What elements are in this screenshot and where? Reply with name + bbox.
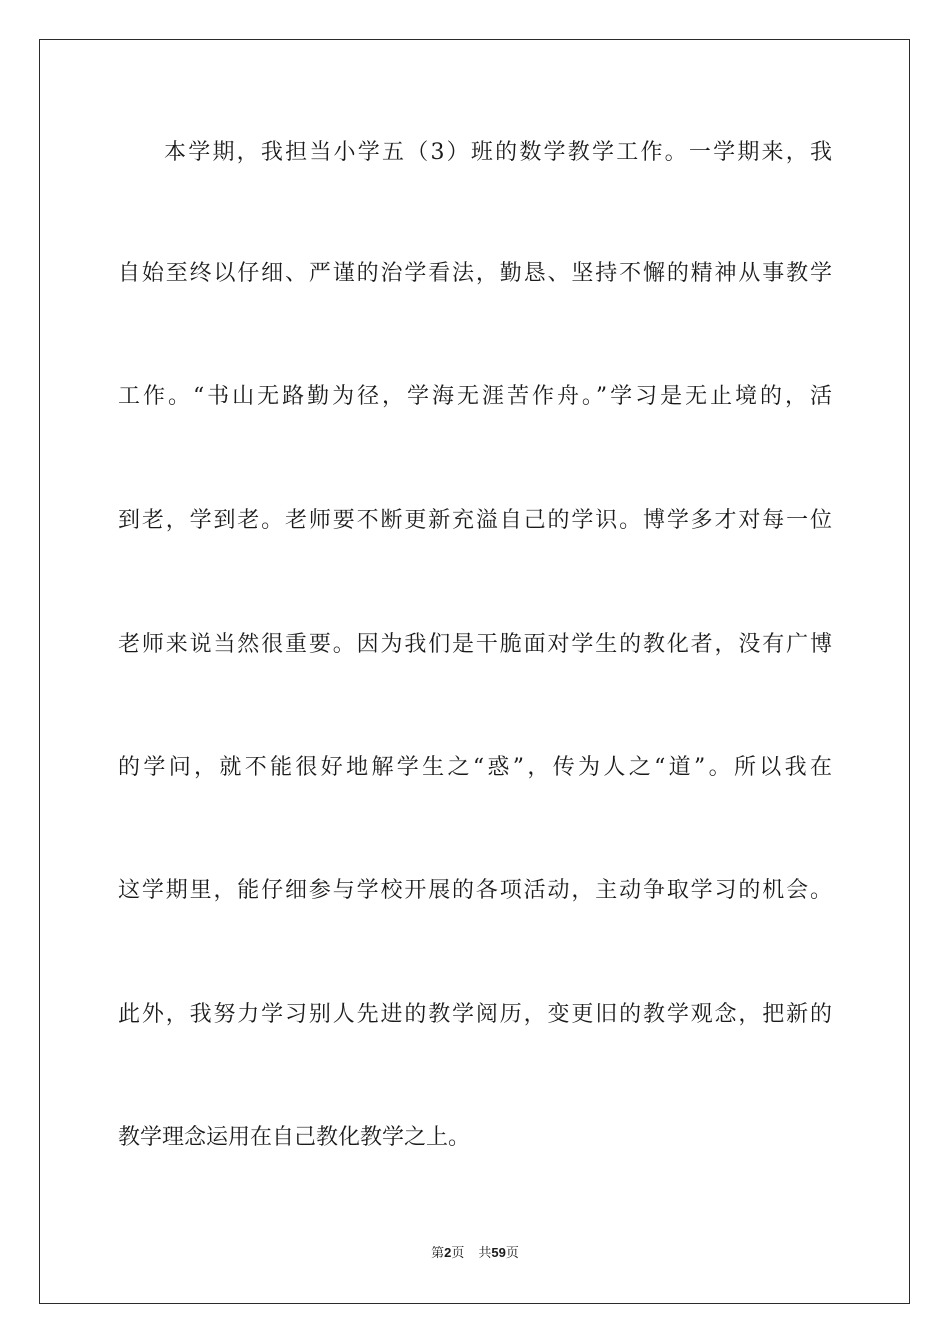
paragraph-line: 教学理念运用在自己教化教学之上。 (118, 1125, 471, 1150)
page-prefix: 第 (431, 1246, 445, 1261)
paragraph-line: 此外，我努力学习别人先进的教学阅历，变更旧的教学观念，把新的 (118, 1002, 832, 1027)
paragraph-line: 本学期，我担当小学五（3）班的数学教学工作。一学期来，我 (164, 140, 832, 165)
paragraph-line: 自始至终以仔细、严谨的治学看法，勤恳、坚持不懈的精神从事教学 (118, 261, 832, 286)
total-prefix: 共 (478, 1246, 492, 1261)
page-suffix: 页 (451, 1246, 465, 1261)
page-border (39, 39, 910, 1304)
total-suffix: 页 (505, 1246, 519, 1261)
total-pages: 59 (491, 1245, 506, 1260)
paragraph-line: 这学期里，能仔细参与学校开展的各项活动，主动争取学习的机会。 (118, 878, 832, 903)
paragraph-line: 到老，学到老。老师要不断更新充溢自己的学识。博学多才对每一位 (118, 508, 832, 533)
paragraph-line: 老师来说当然很重要。因为我们是干脆面对学生的教化者，没有广博 (118, 632, 832, 657)
page-number: 2 (444, 1245, 452, 1260)
paragraph-line: 工作。“书山无路勤为径，学海无涯苦作舟。”学习是无止境的，活 (118, 384, 832, 409)
paragraph-line: 的学问，就不能很好地解学生之“惑”，传为人之“道”。所以我在 (118, 755, 832, 780)
page-footer (0, 1244, 950, 1263)
